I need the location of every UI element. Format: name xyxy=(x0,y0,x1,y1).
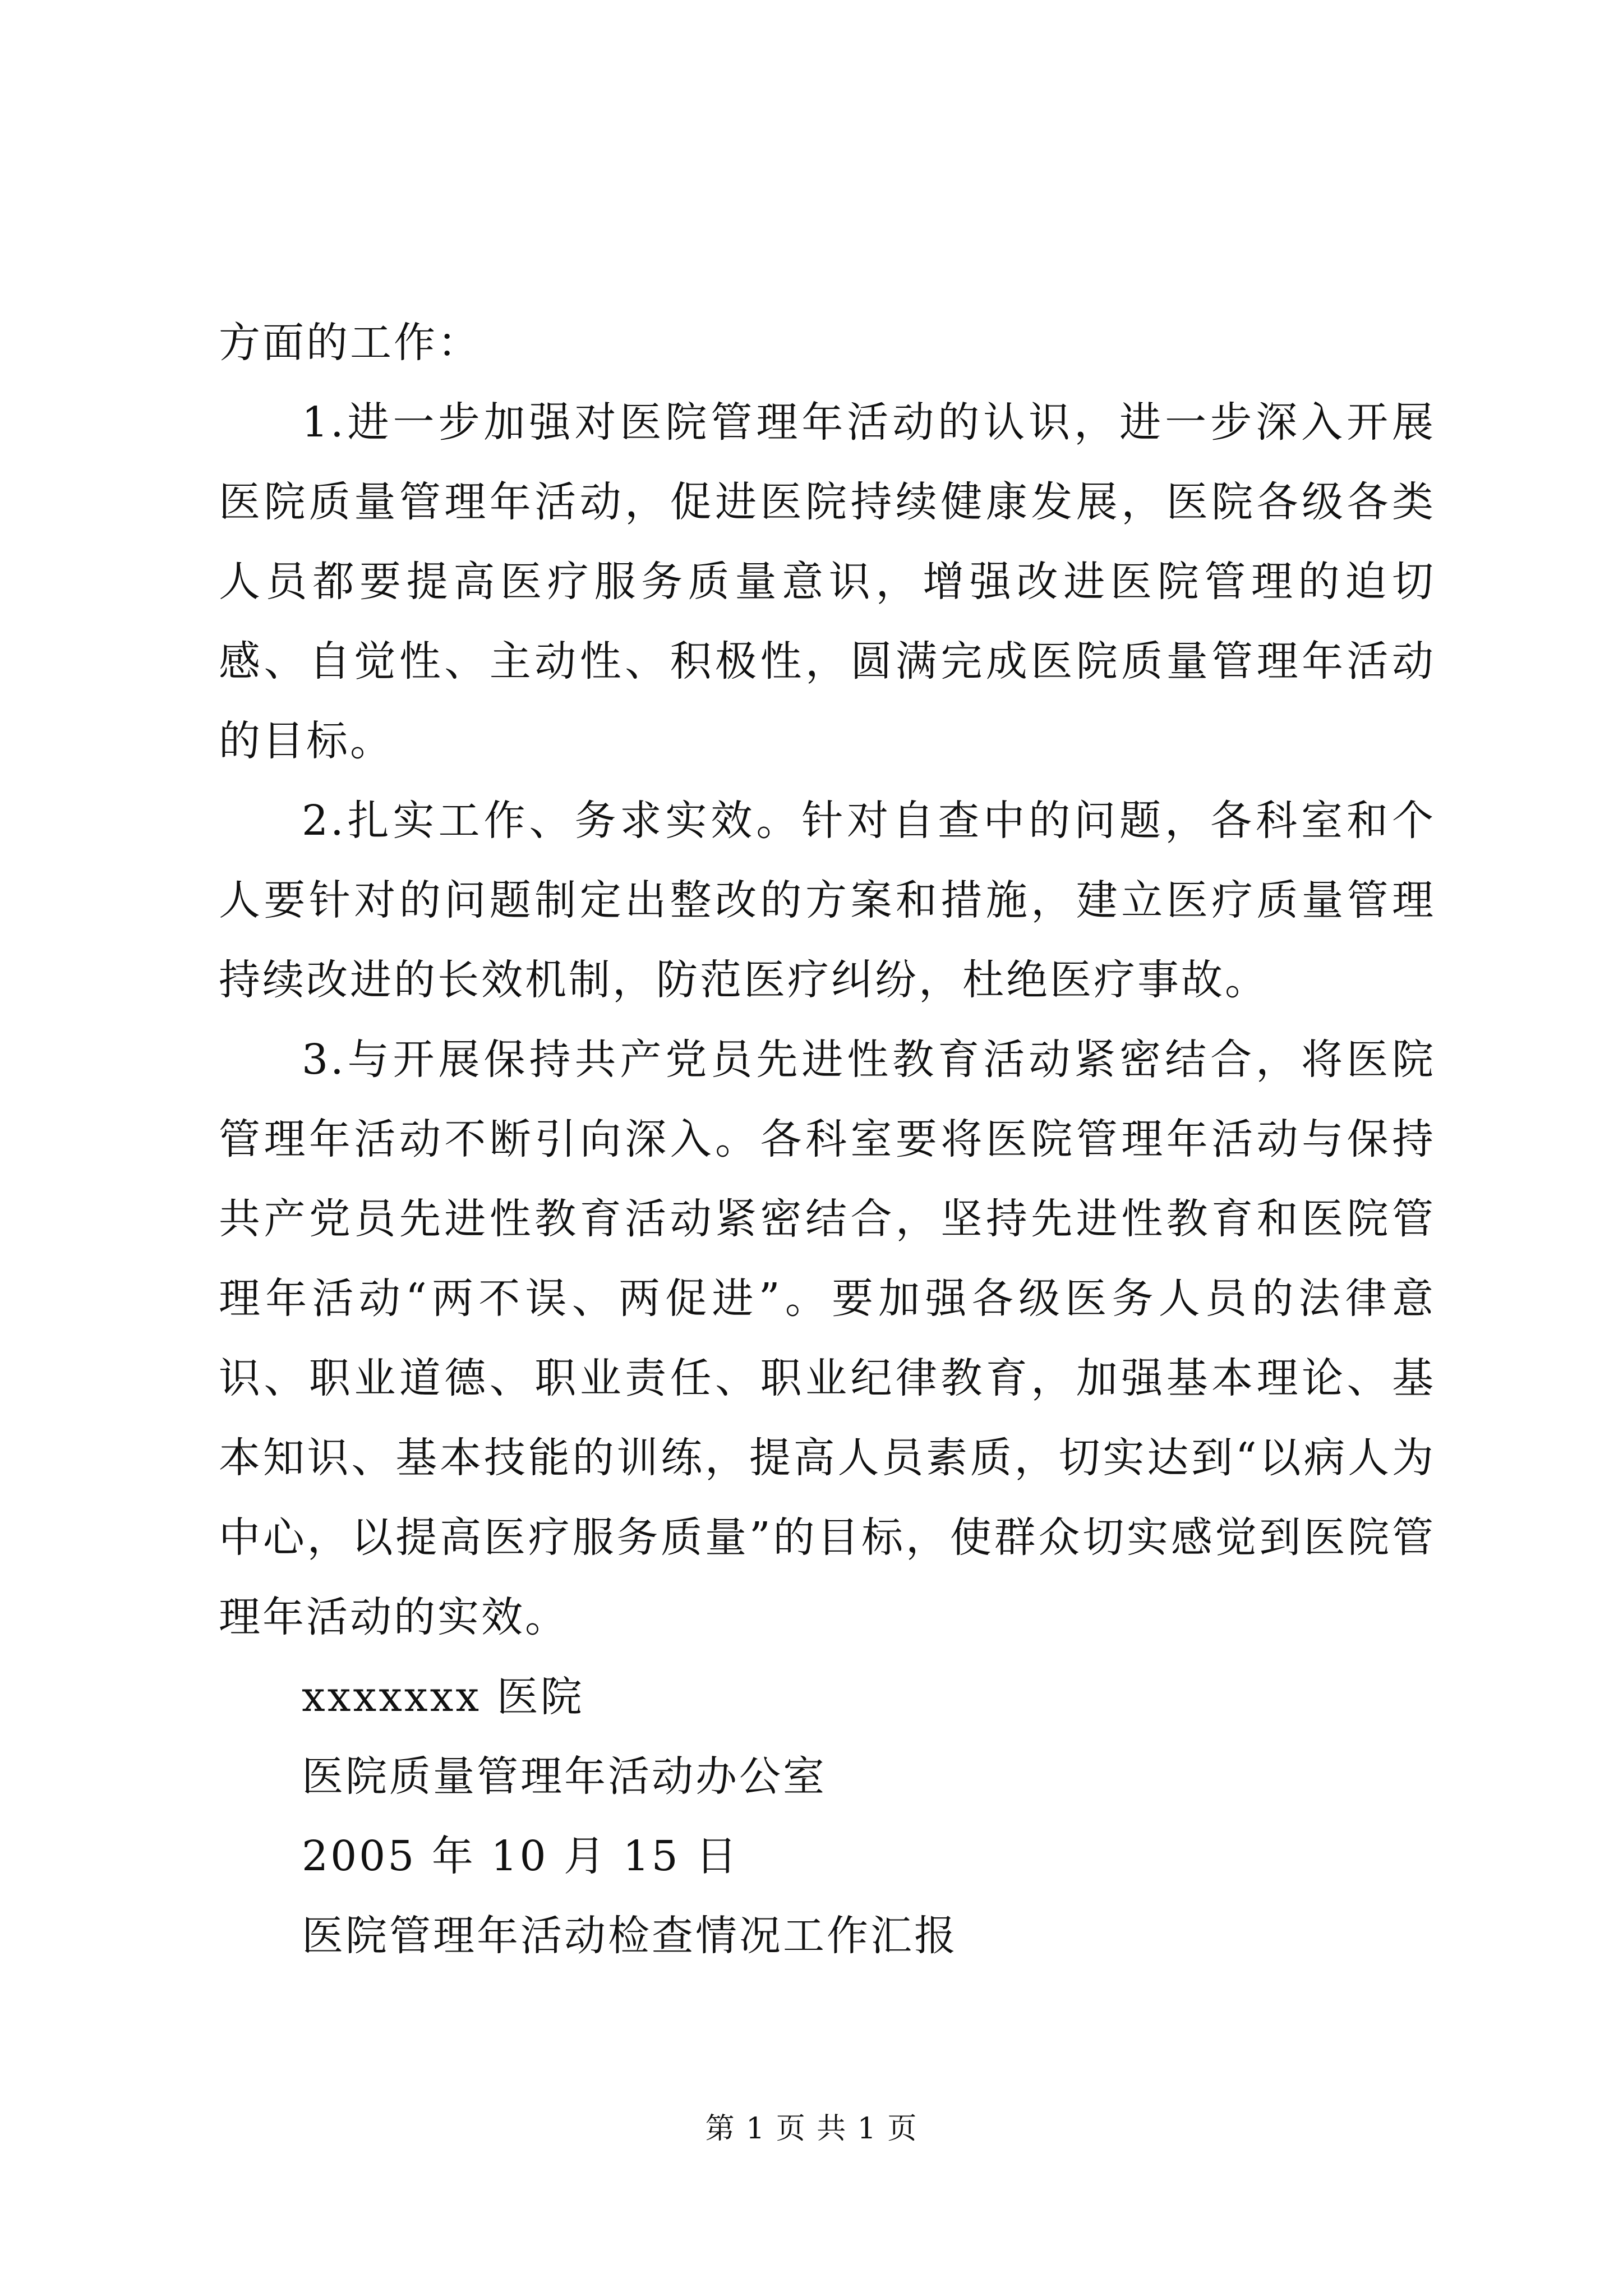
document-body xyxy=(219,303,1436,1976)
next-document-title: 医院管理年活动检查情况工作汇报 xyxy=(302,1912,958,1960)
signature-date: 2005 年 10 月 15 日 xyxy=(302,1832,740,1880)
signature-hospital: xxxxxxx 医院 xyxy=(302,1673,584,1721)
page-footer: 第 1 页 共 1 页 xyxy=(705,2112,918,2146)
paragraph-item-2: 2.扎实工作、务求实效。针对自查中的问题，各科室和个人要针对的问题制定出整改的方案和措施，建立医疗质量管理持续改进的长效机制，防范医疗纠纷，杜绝医疗事故。 xyxy=(219,797,1436,1004)
paragraph-item-3: 3.与开展保持共产党员先进性教育活动紧密结合，将医院管理年活动不断引向深入。各科室要将医院管理年活动与保持共产党员先进性教育活动紧密结合，坚持先进性教育和医院管理年活动“两不误、两促进”。要加强各级医务人员的法律意识、职业道德、职业责任、职业纪律教育，加强基本理论、基本知识、基本技能的训练，提高人员素质，切实达到“以病人为中心，以提高医疗服务质量”的目标，使群众切实感觉到医院管理年活动的实效。 xyxy=(219,1036,1436,1641)
paragraph-item-1: 1.进一步加强对医院管理年活动的认识，进一步深入开展医院质量管理年活动，促进医院持续健康发展，医院各级各类人员都要提高医疗服务质量意识，增强改进医院管理的迫切感、自觉性、主动性、积极性，圆满完成医院质量管理年活动的目标。 xyxy=(219,398,1436,765)
paragraph-intro: 方面的工作： xyxy=(219,319,481,367)
signature-office: 医院质量管理年活动办公室 xyxy=(302,1752,827,1801)
